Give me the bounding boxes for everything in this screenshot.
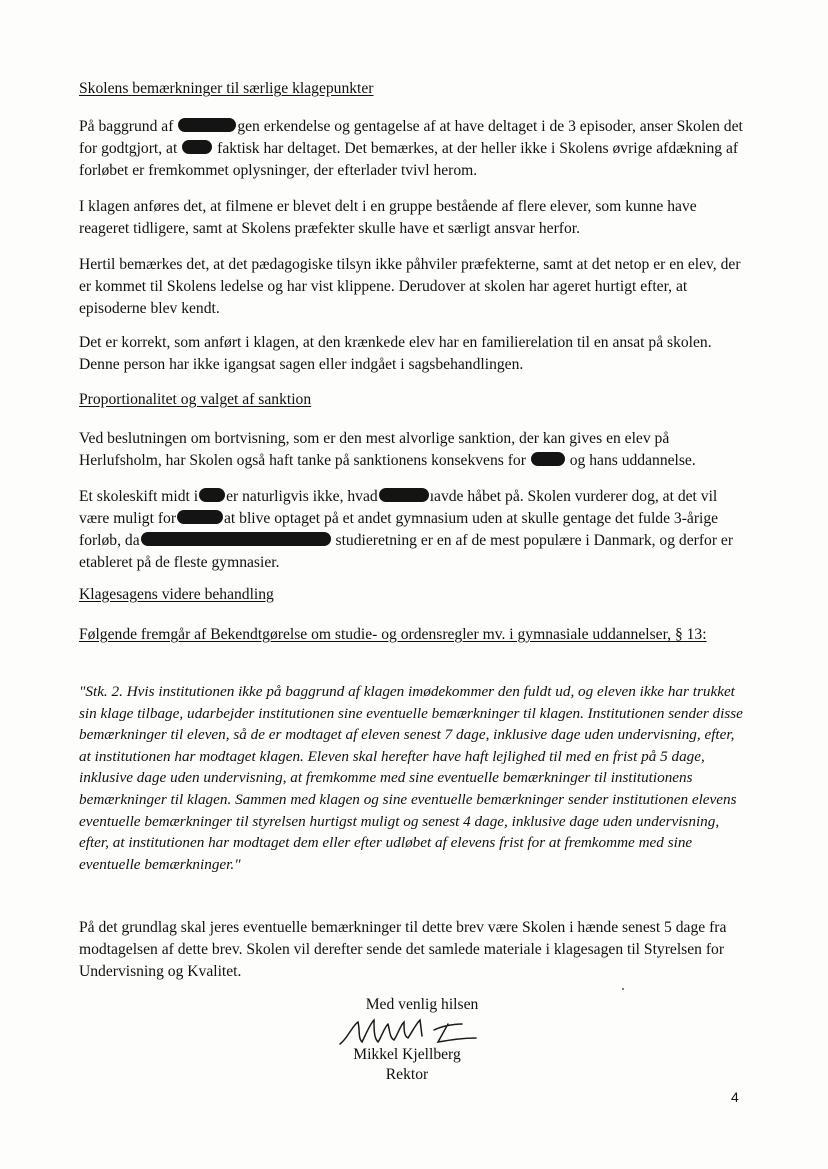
p6-text-b: er naturligvis ikke, hvad <box>226 488 378 505</box>
p1-text-a: På baggrund af <box>79 118 174 135</box>
section-heading-special-points: Skolens bemærkninger til særlige klagepunkter <box>79 80 374 97</box>
p6-text-c: ıavde håbet på. Skolen vurderer dog, at det vil være muligt for <box>79 488 718 527</box>
paragraph-2: I klagen anføres det, at filmene er blevet delt i en gruppe bestående af flere elever, som kunne have reageret tidligere, samt at Skolens præfekter skulle have et særligt ansvar herfor. <box>79 198 697 237</box>
section-subheading-regulation: Følgende fremgår af Bekendtgørelse om studie- og ordensregler mv. i gymnasiale uddannelser, § 13: <box>79 626 707 643</box>
redaction-mark <box>379 488 429 502</box>
page-number: 4 <box>731 1089 739 1105</box>
paragraph-5 <box>79 428 747 472</box>
section-heading-proportionality: Proportionalitet og valget af sanktion <box>79 391 312 408</box>
redaction-mark <box>182 140 212 154</box>
redaction-mark <box>531 452 565 466</box>
paragraph-6 <box>79 486 747 574</box>
signer-title: Rektor <box>385 1066 429 1083</box>
closing-greeting: Med venlig hilsen <box>365 996 479 1013</box>
closing-paragraph: På det grundlag skal jeres eventuelle bemærkninger til dette brev være Skolen i hænde senest 5 dage fra modtagelsen af dette brev. Skolen vil derefter sende det samlede materiale i klagesagen til Styrelsen for Undervisning og Kvalitet. <box>79 919 727 980</box>
paragraph-4: Det er korrekt, som anført i klagen, at den krænkede elev har en familierelation til en ansat på skolen. Denne person har ikke igangsat sagen eller indgået i sagsbehandlingen. <box>79 334 712 373</box>
redaction-mark <box>178 118 236 132</box>
redaction-mark <box>141 532 331 546</box>
p6-text-d: at blive optaget på et andet gymnasium uden at skulle gentage det fulde 3-årige forløb, da <box>79 510 719 549</box>
p6-text-a: Et skoleskift midt i <box>79 488 199 505</box>
p6-text-e: studieretning er en af de mest populære i Danmark, og derfor er etableret på de fleste gymnasier. <box>79 532 734 571</box>
scan-speck <box>622 988 624 990</box>
p1-text-b: gen erkendelse og gentagelse af at have deltaget i de 3 episoder, anser Skolen det for godtgjort, at <box>79 118 743 157</box>
p5-text-b: og hans uddannelse. <box>569 452 696 469</box>
redaction-mark <box>177 510 223 524</box>
paragraph-3: Hertil bemærkes det, at det pædagogiske tilsyn ikke påhviler præfekterne, samt at det netop er en elev, der er kommet til Skolens ledelse og har vist klippene. Derudover at skolen har ageret hurtigt efter, at episoderne blev kendt. <box>79 256 741 317</box>
signer-name: Mikkel Kjellberg <box>353 1046 461 1063</box>
section-heading-further-processing: Klagesagens videre behandling <box>79 586 274 603</box>
paragraph-1 <box>79 116 747 182</box>
p1-text-c: faktisk har deltaget. Det bemærkes, at der heller ikke i Skolens øvrige afdækning af forløbet er fremkommet oplysninger, der efterlader tvivl herom. <box>79 140 739 179</box>
p5-text-a: Ved beslutningen om bortvisning, som er den mest alvorlige sanktion, der kan gives en elev på Herlufsholm, har Skolen også haft tanke på sanktionens konsekvens for <box>79 430 670 469</box>
redaction-mark <box>199 488 225 502</box>
regulation-quote: "Stk. 2. Hvis institutionen ikke på baggrund af klagen imødekommer den fuldt ud, og eleven ikke har trukket sin klage tilbage, udarbejder institutionen sine eventuelle bemærkninger til klagen. Institutionen sender disse bemærkninger til eleven, så de er modtaget af eleven senest 7 dage, inklusive dage uden undervisning, efter, at institutionen har modtaget klagen. Eleven skal herefter have haft lejlighed til med en frist på 5 dage, inklusive dage uden undervisning, at fremkomme med sine eventuelle bemærkninger til institutionens bemærkninger til klagen. Sammen med klagen og sine eventuelle bemærkninger sender institutionen elevens eventuelle bemærkninger til styrelsen hurtigst muligt og senest 4 dage, inklusive dage uden undervisning, efter, at institutionen har modtaget dem eller efter udløbet af elevens frist for at fremkomme med sine eventuelle bemærkninger." <box>79 683 743 873</box>
